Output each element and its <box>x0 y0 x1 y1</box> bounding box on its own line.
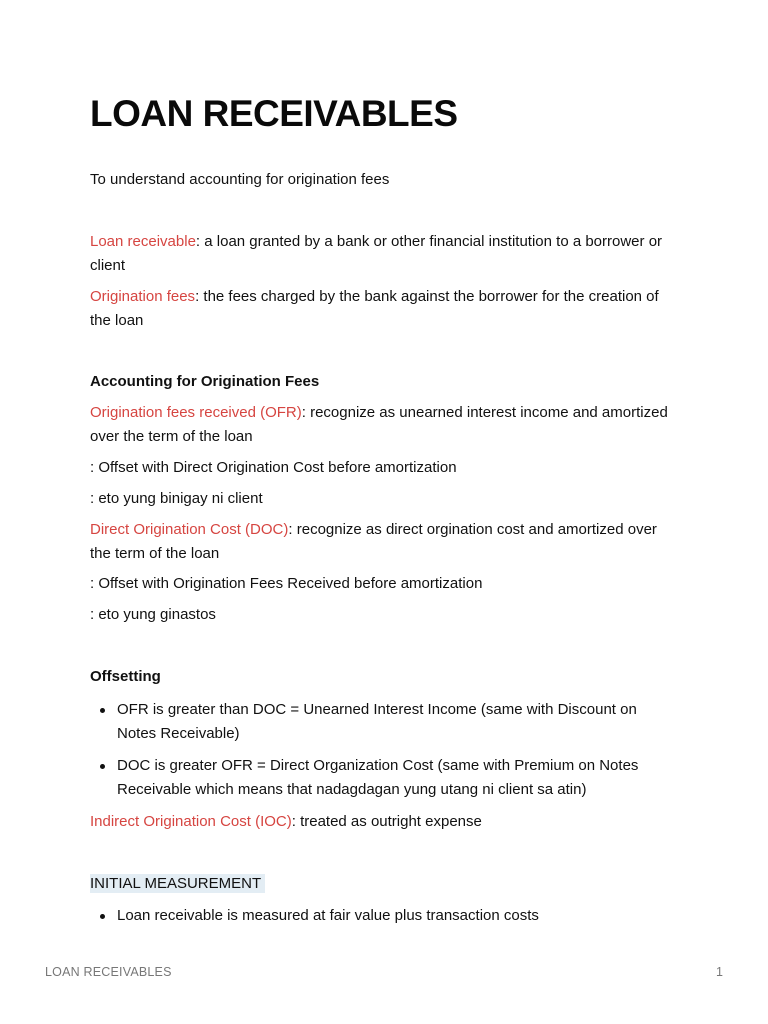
list-item-text: Loan receivable is measured at fair value plus transaction costs <box>117 907 539 924</box>
initial-measurement-list <box>90 904 680 928</box>
list-item <box>90 698 680 745</box>
term-ioc: Indirect Origination Cost (IOC) <box>90 813 292 830</box>
definition-text: : a loan granted by a bank or other financial institution to a borrower or client <box>90 233 663 274</box>
accounting-heading: Accounting for Origination Fees <box>90 373 320 390</box>
offsetting-heading: Offsetting <box>90 668 161 685</box>
definition-origination-fees <box>90 285 680 332</box>
ioc-paragraph <box>90 810 680 834</box>
intro-text: To understand accounting for origination fees <box>90 171 390 188</box>
footer-page-number: 1 <box>716 965 723 979</box>
offsetting-list <box>90 698 680 801</box>
ioc-text: : treated as outright expense <box>291 813 482 830</box>
doc-paragraph <box>90 518 680 565</box>
term-loan-receivable: Loan receivable <box>90 233 196 250</box>
bullet-icon <box>100 708 105 713</box>
list-item-text: OFR is greater than DOC = Unearned Interest Income (same with Discount on Notes Receivable) <box>117 701 637 742</box>
doc-note-ginastos: : eto yung ginastos <box>90 606 216 623</box>
ofr-paragraph <box>90 401 680 448</box>
bullet-icon <box>100 914 105 919</box>
doc-note-offset: : Offset with Origination Fees Received before amortization <box>90 575 483 592</box>
list-item <box>90 904 680 928</box>
ofr-text: : recognize as unearned interest income and amortized over the term of the loan <box>90 404 668 445</box>
highlighted-heading: INITIAL MEASUREMENT <box>90 874 265 893</box>
term-ofr: Origination fees received (OFR) <box>90 404 302 421</box>
initial-measurement-heading <box>90 872 680 896</box>
footer-title: LOAN RECEIVABLES <box>45 965 172 979</box>
list-item-text: DOC is greater OFR = Direct Organization Cost (same with Premium on Notes Receivable which means that nadagdagan yung utang ni client sa atin) <box>117 757 639 798</box>
definition-loan-receivable <box>90 230 680 277</box>
term-origination-fees: Origination fees <box>90 288 196 305</box>
ofr-note-client: : eto yung binigay ni client <box>90 490 263 507</box>
term-doc: Direct Origination Cost (DOC) <box>90 521 289 538</box>
list-item <box>90 754 680 801</box>
doc-text: : recognize as direct orgination cost and amortized over the term of the loan <box>90 521 657 562</box>
page-title: LOAN RECEIVABLES <box>90 93 458 134</box>
ofr-note-offset: : Offset with Direct Origination Cost before amortization <box>90 459 457 476</box>
bullet-icon <box>100 764 105 769</box>
definition-text: : the fees charged by the bank against the borrower for the creation of the loan <box>90 288 659 329</box>
